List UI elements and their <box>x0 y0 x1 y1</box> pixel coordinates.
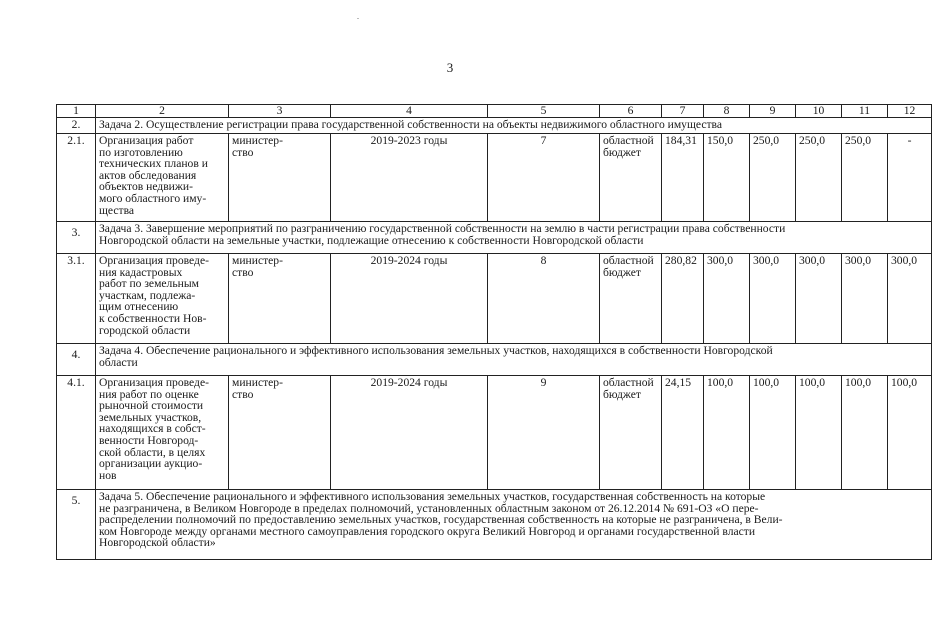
scan-speck <box>357 18 359 19</box>
value-cell: 300,0 <box>704 254 750 344</box>
column-number: 1 <box>57 105 96 118</box>
activity-period: 2019-2024 годы <box>331 376 488 490</box>
value-cell: 300,0 <box>796 254 842 344</box>
activity-number: 3.1. <box>57 254 96 344</box>
activity-period: 2019-2024 годы <box>331 254 488 344</box>
column-number: 2 <box>96 105 229 118</box>
activity-name: Организация работ по изготовлению технических планов и актов обследования объектов недвижи- мого областного иму- щества <box>96 134 229 222</box>
column-number: 8 <box>704 105 750 118</box>
value-cell: 280,82 <box>662 254 704 344</box>
column-number: 9 <box>750 105 796 118</box>
value-cell: 24,15 <box>662 376 704 490</box>
activity-source: областной бюджет <box>600 254 662 344</box>
task-row <box>57 344 932 376</box>
value-cell: 100,0 <box>888 376 932 490</box>
column-number: 11 <box>842 105 888 118</box>
task-number: 2. <box>57 118 96 134</box>
activity-source: областной бюджет <box>600 376 662 490</box>
column-number-row <box>57 105 932 118</box>
column-number: 4 <box>331 105 488 118</box>
column-number: 7 <box>662 105 704 118</box>
value-cell: - <box>888 134 932 222</box>
task-title: Задача 5. Обеспечение рационального и эффективного использования земельных участков, государственная собственность на которые не разграничена, в Великом Новгороде в пределах полномочий, установленных областным законом от 26.12.2014 № 691-ОЗ «О пере- распределении полномочий по предоставлению земельных участков, государственная собственность на которые не разграничена, в Вели- ком Новгороде между органами местного самоуправления городского округа Великий Новгород и органами государственной власти Новгородской области» <box>96 490 932 560</box>
value-cell: 150,0 <box>704 134 750 222</box>
task-row <box>57 222 932 254</box>
task-number: 4. <box>57 344 96 376</box>
task-title: Задача 2. Осуществление регистрации права государственной собственности на объекты недвижимого областного имущества <box>96 118 932 134</box>
activity-executor: министер- ство <box>229 254 331 344</box>
task-row <box>57 490 932 560</box>
value-cell: 250,0 <box>750 134 796 222</box>
value-cell: 100,0 <box>842 376 888 490</box>
activity-target: 9 <box>488 376 600 490</box>
activity-period: 2019-2023 годы <box>331 134 488 222</box>
activity-row <box>57 254 932 344</box>
activity-target: 8 <box>488 254 600 344</box>
activity-target: 7 <box>488 134 600 222</box>
activity-number: 4.1. <box>57 376 96 490</box>
page-number: 3 <box>446 60 454 75</box>
program-table <box>56 104 932 560</box>
column-number: 10 <box>796 105 842 118</box>
activity-name: Организация проведе- ния кадастровых работ по земельным участкам, подлежа- щим отнесению к собственности Нов- городской области <box>96 254 229 344</box>
activity-number: 2.1. <box>57 134 96 222</box>
task-title: Задача 3. Завершение мероприятий по разграничению государственной собственности на землю в части регистрации права собственности Новгородской области на земельные участки, подлежащие отнесению к собственности Новгородской области <box>96 222 932 254</box>
task-number: 3. <box>57 222 96 254</box>
value-cell: 100,0 <box>704 376 750 490</box>
value-cell: 300,0 <box>750 254 796 344</box>
column-number: 3 <box>229 105 331 118</box>
task-title: Задача 4. Обеспечение рационального и эффективного использования земельных участков, находящихся в собственности Новгородской области <box>96 344 932 376</box>
value-cell: 300,0 <box>842 254 888 344</box>
value-cell: 100,0 <box>796 376 842 490</box>
activity-row <box>57 376 932 490</box>
value-cell: 184,31 <box>662 134 704 222</box>
activity-source: областной бюджет <box>600 134 662 222</box>
value-cell: 100,0 <box>750 376 796 490</box>
activity-row <box>57 134 932 222</box>
activity-executor: министер- ство <box>229 376 331 490</box>
column-number: 6 <box>600 105 662 118</box>
value-cell: 250,0 <box>796 134 842 222</box>
value-cell: 300,0 <box>888 254 932 344</box>
activity-name: Организация проведе- ния работ по оценке рыночной стоимости земельных участков, находящихся в собст- венности Новгород- ской области, в целях организации аукцио- нов <box>96 376 229 490</box>
column-number: 5 <box>488 105 600 118</box>
column-number: 12 <box>888 105 932 118</box>
task-number: 5. <box>57 490 96 560</box>
task-row <box>57 118 932 134</box>
value-cell: 250,0 <box>842 134 888 222</box>
activity-executor: министер- ство <box>229 134 331 222</box>
